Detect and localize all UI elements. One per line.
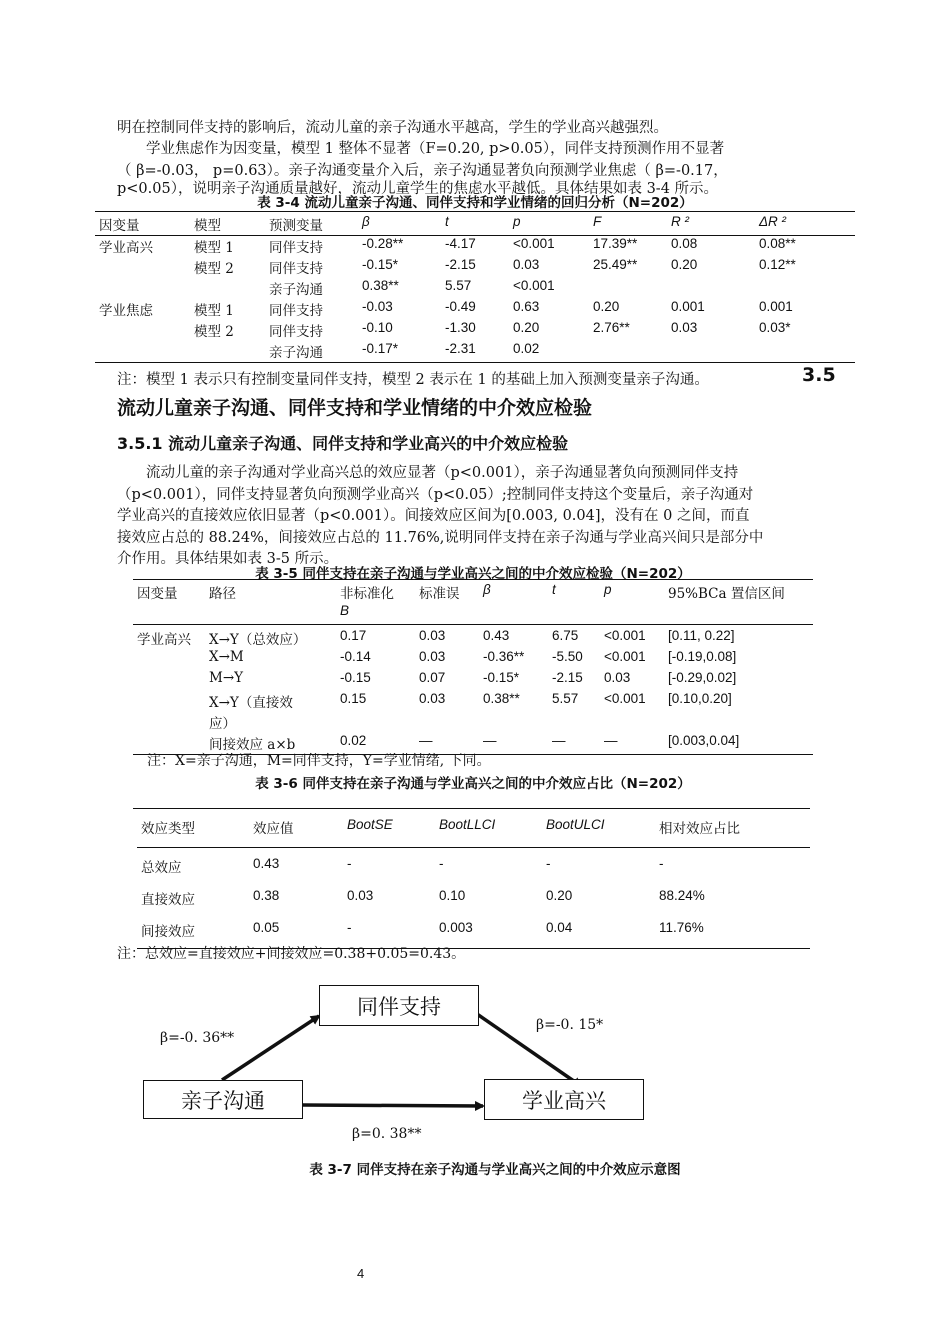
table-cell: [0.11, 0.22]	[668, 628, 735, 643]
table-cell: 学业高兴	[137, 632, 191, 648]
table-cell: 0.20	[513, 320, 540, 335]
table-cell: 0.03	[347, 888, 374, 903]
table-cell: -	[347, 920, 352, 935]
table-cell: 0.07	[419, 670, 446, 685]
table-cell: 同伴支持	[269, 303, 323, 319]
table-cell: 6.75	[552, 628, 579, 643]
table-cell: -0.15*	[362, 257, 399, 272]
table-cell: -0.17*	[362, 341, 399, 356]
table-cell: <0.001	[604, 691, 646, 706]
table-cell: 0.03*	[759, 320, 791, 335]
table-cell: M→Y	[209, 670, 244, 686]
header-cell: β	[362, 214, 370, 229]
paragraph-line: 明在控制同伴支持的影响后，流动儿童的亲子沟通水平越高，学生的学业高兴越强烈。	[117, 120, 668, 136]
table-note: 注：X=亲子沟通，M=同伴支持，Y=学业情绪, 下同。	[147, 753, 491, 769]
table-cell: <0.001	[513, 236, 555, 251]
table-cell: 0.20	[671, 257, 698, 272]
subsection-title: 3.5.1 流动儿童亲子沟通、同伴支持和学业高兴的中介效应检验	[117, 434, 569, 453]
section-number: 3.5	[802, 364, 836, 386]
paragraph-line: （p<0.001），同伴支持显著负向预测学业高兴（p<0.05）;控制同伴支持这个变量后，亲子沟通对	[117, 486, 754, 503]
table-cell: 间接效应	[141, 924, 195, 940]
table-cell: 0.03	[671, 320, 698, 335]
path-arrow-c	[303, 1105, 483, 1106]
table-cell: 0.04	[546, 920, 573, 935]
paragraph-line: 流动儿童的亲子沟通对学业高兴总的效应显著（p<0.001），亲子沟通显著负向预测同伴支持	[117, 465, 739, 481]
header-cell: F	[593, 214, 602, 229]
table-cell: 88.24%	[659, 888, 705, 903]
header-cell: 95%BCa 置信区间	[668, 586, 785, 602]
table-cell: 同伴支持	[269, 240, 323, 256]
table-cell: -0.15	[340, 670, 371, 685]
paragraph-line: 学业高兴的直接效应依旧显著（p<0.001）。间接效应区间为[0.003, 0.04]，没有在 0 之间，而直	[117, 508, 750, 524]
table-cell: 0.03	[604, 670, 631, 685]
table-cell: -	[546, 856, 551, 871]
table-cell: 25.49**	[593, 257, 638, 272]
paragraph-line: 接效应占总的 88.24%，间接效应占总的 11.76%,说明同伴支持在亲子沟通与学业高兴间只是部分中	[117, 529, 764, 546]
table-cell: 0.43	[483, 628, 510, 643]
section-title: 流动儿童亲子沟通、同伴支持和学业情绪的中介效应检验	[117, 397, 593, 419]
table-cell: -2.15	[552, 670, 583, 685]
header-cell: t	[552, 582, 556, 597]
table-cell: 0.38**	[483, 691, 520, 706]
table-cell: 5.57	[445, 278, 472, 293]
table-cell: 模型 2	[194, 261, 234, 277]
table-cell: -0.36**	[483, 649, 525, 664]
table-cell: 学业焦虑	[99, 303, 153, 319]
table-note: 注：模型 1 表示只有控制变量同伴支持，模型 2 表示在 1 的基础上加入预测变量亲子沟通。	[117, 372, 709, 388]
table-note: 注：总效应=直接效应+间接效应=0.38+0.05=0.43。	[117, 946, 466, 962]
header-cell: t	[445, 214, 449, 229]
table-cell: -4.17	[445, 236, 476, 251]
table-cell: 0.03	[419, 628, 446, 643]
header-cell: 标准误	[419, 586, 460, 602]
diagram-node-mediator: 同伴支持	[319, 985, 479, 1026]
table-cell: -5.50	[552, 649, 583, 664]
page-number: 4	[357, 1266, 365, 1281]
table-cell: 直接效应	[141, 892, 195, 908]
table-cell: 间接效应 a×b	[209, 737, 296, 753]
table-cell: <0.001	[604, 649, 646, 664]
table-cell: 0.001	[671, 299, 705, 314]
table-caption: 表 3-5 同伴支持在亲子沟通与学业高兴之间的中介效应检验（N=202）	[255, 566, 691, 582]
figure-caption: 表 3-7 同伴支持在亲子沟通与学业高兴之间的中介效应示意图	[309, 1162, 681, 1178]
table-cell: 0.02	[340, 733, 367, 748]
table-cell: -1.30	[445, 320, 476, 335]
header-cell: B	[340, 603, 350, 618]
path-arrow-a	[222, 1016, 319, 1080]
table-cell: 0.20	[593, 299, 620, 314]
paragraph-line: 学业焦虑作为因变量，模型 1 整体不显著（F=0.20, p>0.05），同伴支持预测作用不显著	[117, 141, 725, 157]
header-cell: 因变量	[137, 586, 178, 602]
table-cell: 0.12**	[759, 257, 796, 272]
header-cell: 非标准化	[340, 586, 394, 602]
table-cell: 0.03	[513, 257, 540, 272]
path-label-a: β=-0. 36**	[160, 1030, 235, 1046]
header-cell: β	[483, 582, 491, 597]
table-cell: 应）	[209, 716, 236, 732]
table-cell: -0.15*	[483, 670, 520, 685]
table-cell: 同伴支持	[269, 261, 323, 277]
table-cell: —	[419, 733, 433, 748]
table-cell: —	[604, 733, 618, 748]
table-cell: 亲子沟通	[269, 282, 323, 298]
table-cell: 5.57	[552, 691, 579, 706]
table-caption: 表 3-4 流动儿童亲子沟通、同伴支持和学业情绪的回归分析（N=202）	[257, 195, 693, 211]
table-cell: -	[659, 856, 664, 871]
table-cell: -0.28**	[362, 236, 404, 251]
table-cell: 11.76%	[659, 920, 704, 935]
table-cell: -	[347, 856, 352, 871]
header-cell: 效应值	[253, 821, 294, 837]
table-cell: 0.02	[513, 341, 540, 356]
table-cell: X→M	[209, 649, 244, 665]
table-cell: 17.39**	[593, 236, 638, 251]
path-label-c: β=0. 38**	[352, 1126, 422, 1142]
header-cell: 路径	[209, 586, 236, 602]
table-cell: -2.15	[445, 257, 476, 272]
table-cell: 0.08**	[759, 236, 796, 251]
table-cell: -	[439, 856, 444, 871]
path-label-b: β=-0. 15*	[536, 1017, 604, 1033]
table-caption: 表 3-6 同伴支持在亲子沟通与学业高兴之间的中介效应占比（N=202）	[255, 776, 691, 792]
table-cell: 0.08	[671, 236, 698, 251]
table-cell: [-0.29,0.02]	[668, 670, 737, 685]
table-cell: 0.38**	[362, 278, 399, 293]
table-cell: -2.31	[445, 341, 476, 356]
paragraph-line: （ β=-0.03， p=0.63）。亲子沟通变量介入后，亲子沟通显著负向预测学业焦虑（ β=-0.17，	[117, 163, 728, 179]
table-cell: 0.15	[340, 691, 367, 706]
header-cell: 效应类型	[141, 821, 195, 837]
table-cell: <0.001	[513, 278, 555, 293]
header-cell: 模型	[194, 218, 221, 234]
table-cell: -0.49	[445, 299, 476, 314]
table-cell: 2.76**	[593, 320, 630, 335]
table-cell: [0.10,0.20]	[668, 691, 732, 706]
table-cell: 0.001	[759, 299, 793, 314]
header-cell: 因变量	[99, 218, 140, 234]
table-cell: 0.03	[419, 691, 446, 706]
table-cell: —	[552, 733, 566, 748]
header-cell: 相对效应占比	[659, 821, 740, 837]
header-cell: p	[604, 582, 612, 597]
paragraph-line: 介作用。具体结果如表 3-5 所示。	[117, 551, 339, 567]
table-cell: [-0.19,0.08]	[668, 649, 737, 664]
header-cell: ΔR ²	[759, 214, 787, 229]
table-cell: 0.05	[253, 920, 280, 935]
table-cell: <0.001	[604, 628, 646, 643]
diagram-node-predictor: 亲子沟通	[143, 1080, 303, 1119]
paragraph-line: p<0.05），说明亲子沟通质量越好，流动儿童学生的焦虑水平越低。具体结果如表 3-4 所示。	[117, 181, 719, 197]
table-cell: 0.38	[253, 888, 280, 903]
table-cell: -0.14	[340, 649, 371, 664]
table-cell: 0.003	[439, 920, 473, 935]
header-cell: BootSE	[347, 817, 393, 832]
header-cell: 预测变量	[269, 218, 323, 234]
header-cell: R ²	[671, 214, 689, 229]
table-cell: 0.10	[439, 888, 466, 903]
table-cell: 总效应	[141, 860, 182, 876]
table-cell: 模型 1	[194, 240, 234, 256]
table-cell: 模型 1	[194, 303, 234, 319]
table-cell: 0.03	[419, 649, 446, 664]
table-cell: [0.003,0.04]	[668, 733, 740, 748]
table-cell: 0.43	[253, 856, 280, 871]
header-cell: BootLLCI	[439, 817, 496, 832]
table-cell: 0.17	[340, 628, 367, 643]
header-cell: BootULCI	[546, 817, 605, 832]
header-cell: p	[513, 214, 521, 229]
table-cell: 亲子沟通	[269, 345, 323, 361]
table-cell: —	[483, 733, 497, 748]
table-cell: 0.63	[513, 299, 540, 314]
table-cell: 学业高兴	[99, 240, 153, 256]
table-cell: X→Y（直接效	[209, 695, 293, 711]
table-cell: X→Y（总效应）	[209, 632, 307, 648]
table-cell: 0.20	[546, 888, 573, 903]
table-cell: 模型 2	[194, 324, 234, 340]
table-cell: -0.10	[362, 320, 393, 335]
table-cell: 同伴支持	[269, 324, 323, 340]
diagram-node-outcome: 学业高兴	[484, 1079, 644, 1120]
table-cell: -0.03	[362, 299, 393, 314]
